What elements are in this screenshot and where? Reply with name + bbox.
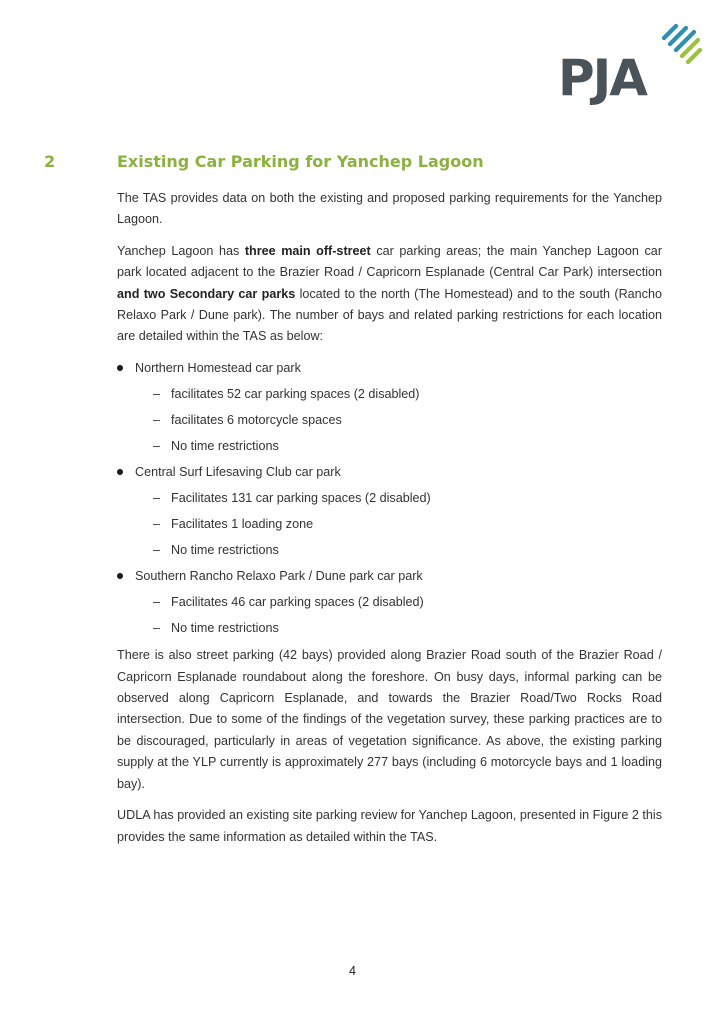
paragraph-text: car parking areas; the main Yanchep Lagoon car park located adjacent to the Brazier Road / Capricorn Esplanade (Central Car Park) intersection [117, 243, 663, 280]
bullet-icon [117, 365, 123, 371]
page-number: 4 [348, 964, 356, 978]
section-title: Existing Car Parking for Yanchep Lagoon [117, 152, 484, 171]
sub-list-item [135, 436, 662, 457]
paragraph-street-parking: There is also street parking (42 bays) provided along Brazier Road south of the Brazier Road / Capricorn Esplanade roundabout along the foreshore. On busy days, informal parking can be observed along Capricorn Esplanade, and towards the Brazier Road/Two Rocks Road intersection. Due to some of the findings of the vegetation survey, these parking practices are to be discouraged, particularly in areas of vegetation significance. As above, the existing parking supply at the YLP currently is approximately 277 bays (including 6 motorcycle bays and 1 loading bay). [117, 648, 662, 791]
body-content [117, 188, 662, 848]
sub-list [135, 592, 662, 639]
paragraph-text: located to the north (The Homestead) and to the south (Rancho Relaxo Park / Dune park). The number of bays and related parking restrictions for each location are detailed within the TAS as below: [117, 286, 662, 344]
list-item-label: Central Surf Lifesaving Club car park [135, 464, 341, 479]
paragraph-udla-review: UDLA has provided an existing site parking review for Yanchep Lagoon, presented in Figure 2 this provides the same information as detailed within the TAS. [117, 808, 662, 844]
dash-icon: – [153, 386, 161, 401]
sub-list-item-text: No time restrictions [171, 542, 279, 557]
bullet-icon [117, 573, 123, 579]
sub-list [135, 488, 662, 561]
dash-icon: – [153, 594, 161, 609]
list-item [117, 566, 662, 639]
sub-list-item-text: facilitates 52 car parking spaces (2 disabled) [171, 386, 420, 401]
dash-icon: – [153, 620, 161, 635]
list-item [117, 358, 662, 457]
pja-logo [558, 22, 704, 106]
list-item-label: Southern Rancho Relaxo Park / Dune park car park [135, 568, 423, 583]
sub-list-item [135, 384, 662, 405]
sub-list-item [135, 540, 662, 561]
list-item-label: Northern Homestead car park [135, 360, 301, 375]
bold-text: and two Secondary car parks [117, 286, 296, 301]
dash-icon: – [153, 490, 161, 505]
section-heading [44, 150, 664, 176]
bullet-icon [117, 469, 123, 475]
paragraph-text: Yanchep Lagoon has [117, 243, 245, 258]
sub-list-item-text: No time restrictions [171, 620, 279, 635]
sub-list-item-text: Facilitates 46 car parking spaces (2 disabled) [171, 594, 424, 609]
paragraph-intro: The TAS provides data on both the existing and proposed parking requirements for the Yanchep Lagoon. [117, 191, 662, 227]
dash-icon: – [153, 516, 161, 531]
section-number: 2 [44, 152, 56, 171]
sub-list-item-text: Facilitates 1 loading zone [171, 516, 314, 531]
sub-list-item [135, 488, 662, 509]
paragraph-car-parks [117, 241, 662, 348]
dash-icon: – [153, 438, 161, 453]
sub-list-item-text: No time restrictions [171, 438, 279, 453]
dash-icon: – [153, 412, 161, 427]
sub-list-item [135, 410, 662, 431]
logo-wordmark: PJA [558, 49, 646, 107]
sub-list-item-text: facilitates 6 motorcycle spaces [171, 412, 342, 427]
list-item [117, 462, 662, 561]
dash-icon: – [153, 542, 161, 557]
sub-list-item-text: Facilitates 131 car parking spaces (2 disabled) [171, 490, 431, 505]
diagonal-stripes-icon [650, 22, 704, 70]
sub-list-item [135, 618, 662, 639]
sub-list-item [135, 592, 662, 613]
car-park-list [117, 358, 662, 639]
sub-list-item [135, 514, 662, 535]
sub-list [135, 384, 662, 457]
bold-text: three main off-street [244, 243, 371, 258]
